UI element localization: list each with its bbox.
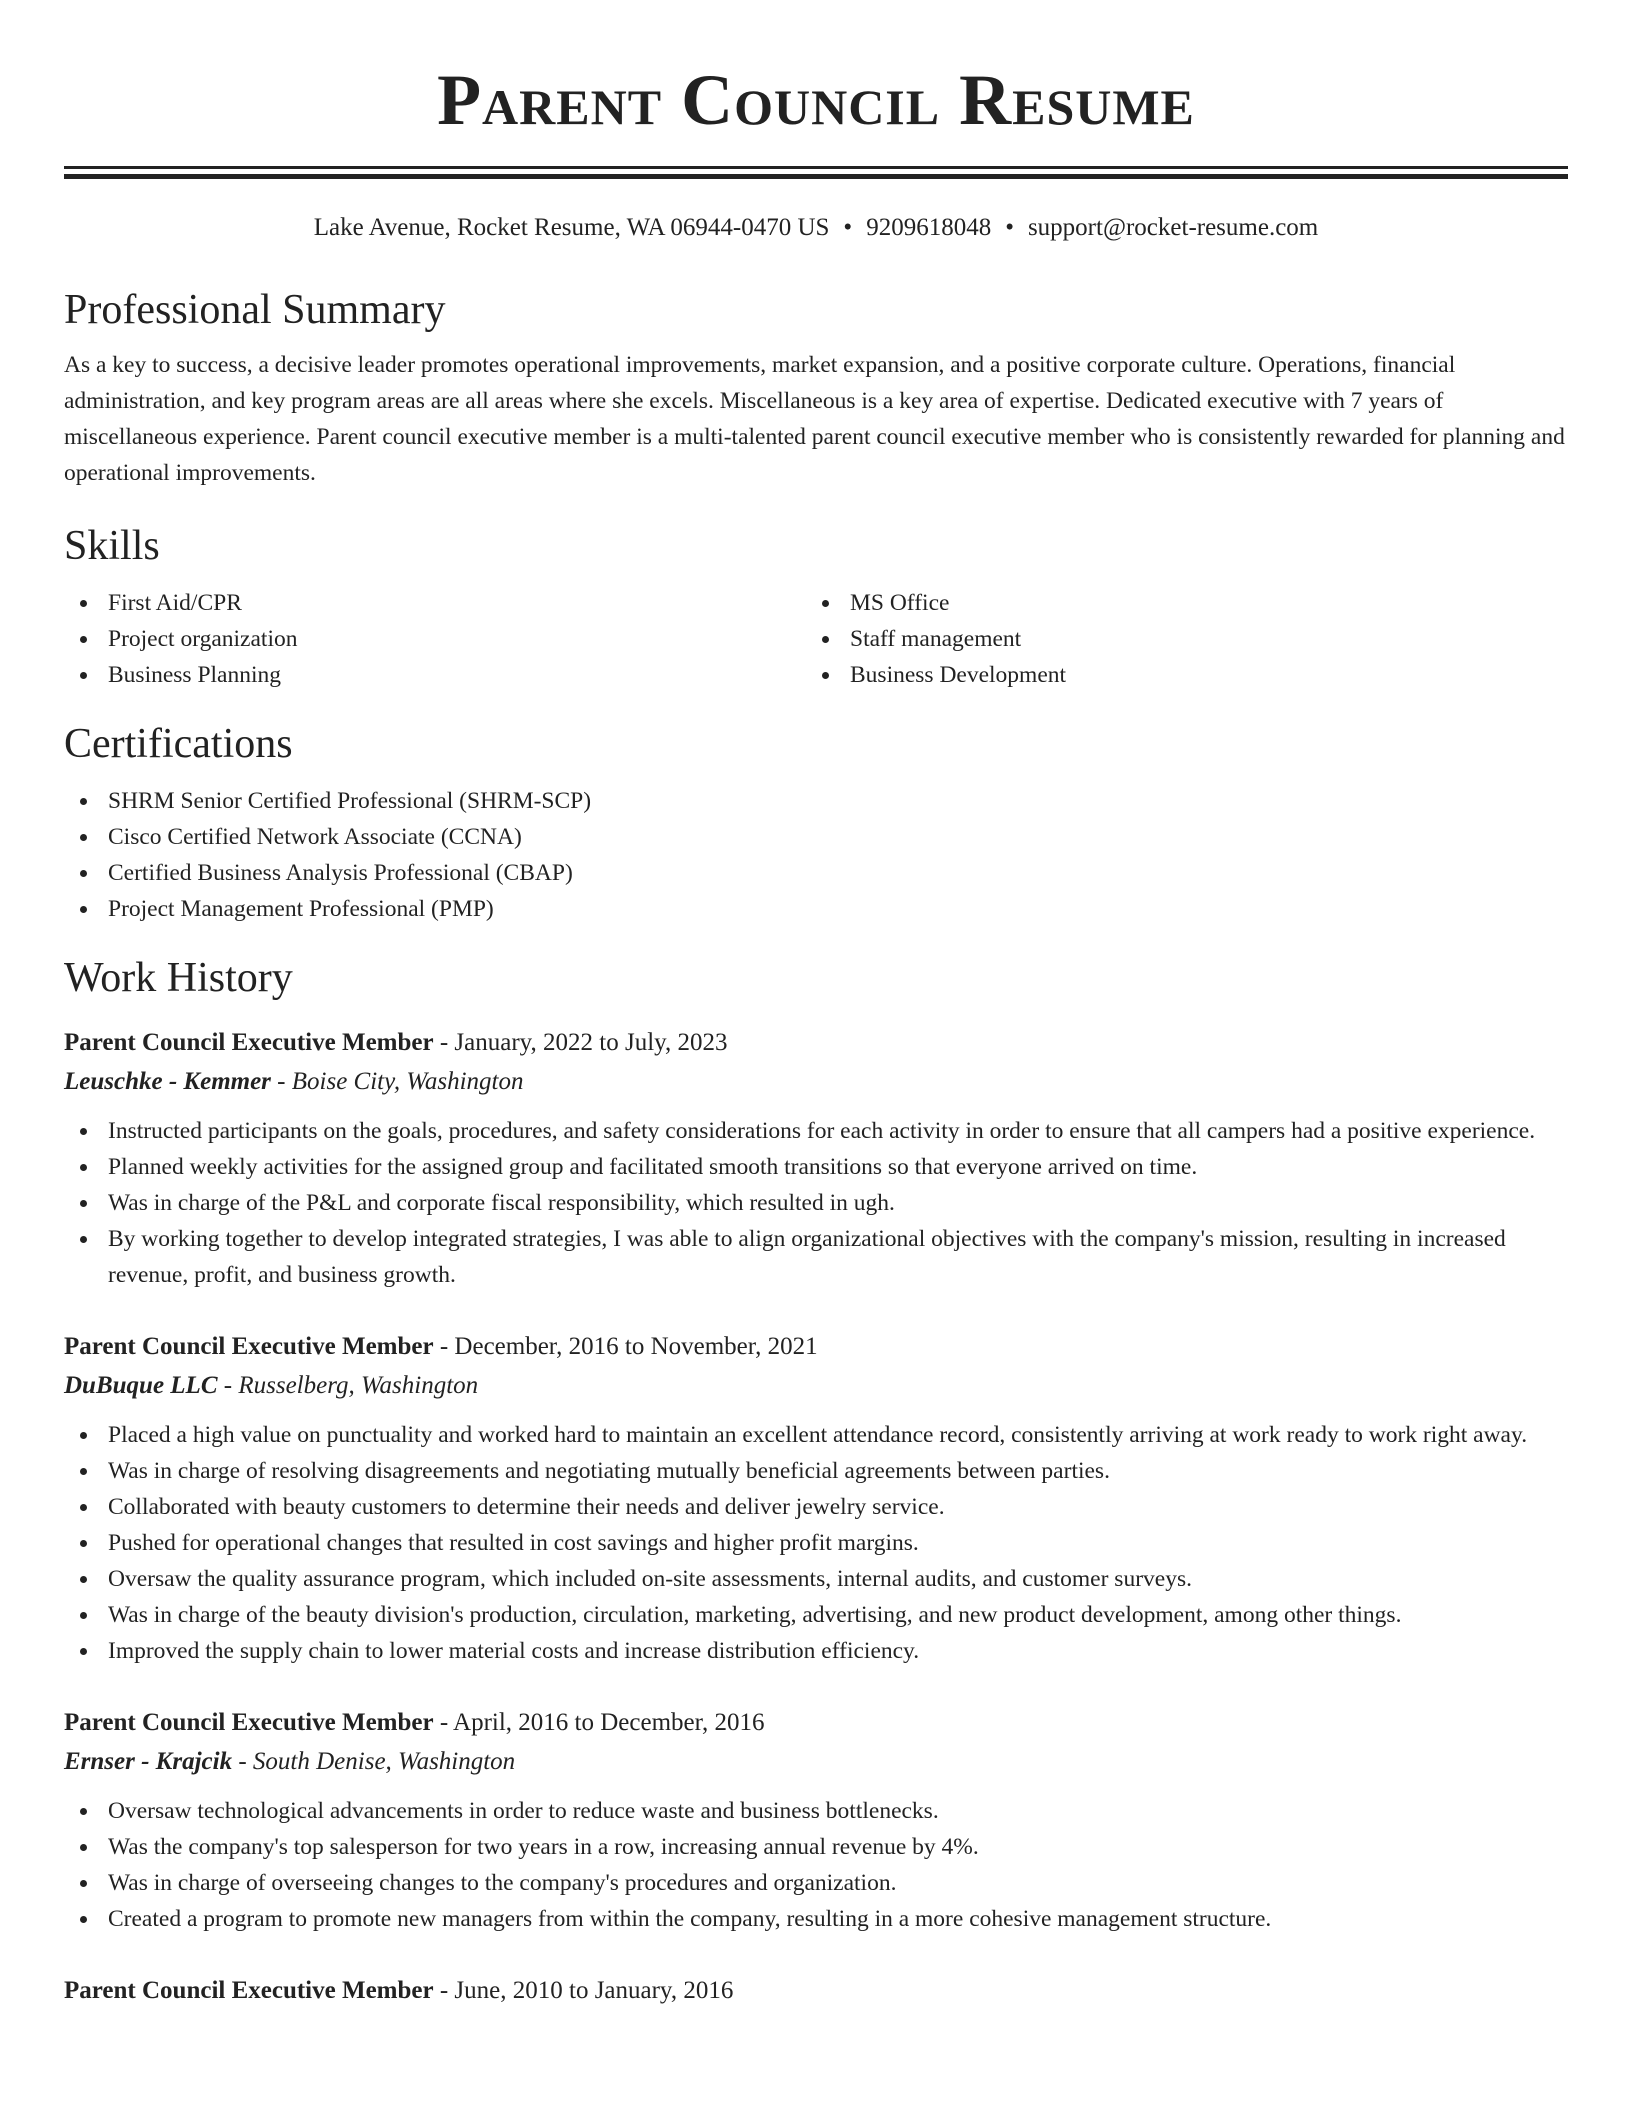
certification-item: SHRM Senior Certified Professional (SHRM-SCP)	[64, 783, 1568, 819]
section-heading-work-history: Work History	[64, 955, 293, 1001]
skills-grid	[64, 585, 1568, 693]
job-bullet: Was in charge of the beauty division's production, circulation, marketing, advertising, and new product development, among other things.	[64, 1597, 1568, 1633]
contact-phone: 9209618048	[866, 214, 992, 241]
job-company: Leuschke - Kemmer	[64, 1068, 271, 1095]
job-location: - South Denise, Washington	[232, 1748, 516, 1775]
job-company: DuBuque LLC	[64, 1372, 218, 1399]
job-title-line	[64, 1703, 1568, 1743]
contact-separator: •	[1005, 214, 1014, 241]
skill-item: Project organization	[64, 621, 806, 657]
certifications-list	[64, 783, 1568, 927]
job-bullets	[64, 1113, 1568, 1293]
job-bullet: Was the company's top salesperson for two years in a row, increasing annual revenue by 4%.	[64, 1829, 1568, 1865]
skill-item: Business Development	[806, 657, 1548, 693]
job-bullet: Improved the supply chain to lower material costs and increase distribution efficiency.	[64, 1633, 1568, 1669]
title-divider	[64, 166, 1568, 179]
job-bullet: Planned weekly activities for the assigned group and facilitated smooth transitions so that everyone arrived on time.	[64, 1149, 1568, 1185]
section-heading-certifications: Certifications	[64, 721, 293, 767]
job-role: Parent Council Executive Member	[64, 1977, 434, 2004]
job-bullet: Placed a high value on punctuality and worked hard to maintain an excellent attendance record, consistently arriving at work ready to work right away.	[64, 1417, 1568, 1453]
contact-address: Lake Avenue, Rocket Resume, WA 06944-0470 US	[313, 214, 830, 241]
job-bullet: Was in charge of resolving disagreements and negotiating mutually beneficial agreements between parties.	[64, 1453, 1568, 1489]
skill-item: First Aid/CPR	[64, 585, 806, 621]
job-entry	[64, 1971, 1568, 2011]
job-bullet: Oversaw technological advancements in order to reduce waste and business bottlenecks.	[64, 1793, 1568, 1829]
summary-text: As a key to success, a decisive leader promotes operational improvements, market expansion, and a positive corporate culture. Operations, financial administration, and key program areas are all areas where she excels. Miscellaneous is a key area of expertise. Dedicated executive with 7 years of miscellaneous experience. Parent council executive member is a multi-talented parent council executive member who is consistently rewarded for planning and operational improvements.	[64, 352, 1565, 486]
job-location: - Russelberg, Washington	[217, 1372, 479, 1399]
certification-item: Cisco Certified Network Associate (CCNA)	[64, 819, 1568, 855]
skill-item: Staff management	[806, 621, 1548, 657]
job-title-line	[64, 1023, 1568, 1063]
job-title-line	[64, 1327, 1568, 1367]
job-company-line	[64, 1367, 1568, 1405]
job-bullet: Created a program to promote new managers from within the company, resulting in a more cohesive management structure.	[64, 1901, 1568, 1937]
job-bullet: By working together to develop integrated strategies, I was able to align organizational objectives with the company's mission, resulting in increased revenue, profit, and business growth.	[64, 1221, 1568, 1293]
page-title: Parent Council Resume	[437, 60, 1195, 140]
job-bullets	[64, 1793, 1568, 1937]
job-role: Parent Council Executive Member	[64, 1029, 434, 1056]
job-bullet: Was in charge of overseeing changes to the company's procedures and organization.	[64, 1865, 1568, 1901]
job-dates: - January, 2022 to July, 2023	[433, 1029, 728, 1056]
job-bullet: Instructed participants on the goals, procedures, and safety considerations for each activity in order to ensure that all campers had a positive experience.	[64, 1113, 1568, 1149]
contact-separator: •	[843, 214, 853, 241]
skills-list-left	[64, 585, 806, 693]
job-title-line	[64, 1971, 1568, 2011]
job-dates: - April, 2016 to December, 2016	[433, 1709, 765, 1736]
job-role: Parent Council Executive Member	[64, 1709, 434, 1736]
job-dates: - June, 2010 to January, 2016	[433, 1977, 734, 2004]
job-company-line	[64, 1063, 1568, 1101]
job-dates: - December, 2016 to November, 2021	[433, 1333, 818, 1360]
job-entry	[64, 1023, 1568, 1293]
job-entry	[64, 1703, 1568, 1937]
skills-list-right	[806, 585, 1548, 693]
job-company-line	[64, 1743, 1568, 1781]
certification-item: Project Management Professional (PMP)	[64, 891, 1568, 927]
skill-item: Business Planning	[64, 657, 806, 693]
job-bullet: Pushed for operational changes that resulted in cost savings and higher profit margins.	[64, 1525, 1568, 1561]
job-location: - Boise City, Washington	[270, 1068, 524, 1095]
section-heading-skills: Skills	[64, 523, 160, 569]
contact-line	[64, 211, 1568, 245]
job-bullet: Was in charge of the P&L and corporate fiscal responsibility, which resulted in ugh.	[64, 1185, 1568, 1221]
job-bullet: Oversaw the quality assurance program, which included on-site assessments, internal audits, and customer surveys.	[64, 1561, 1568, 1597]
skill-item: MS Office	[806, 585, 1548, 621]
job-company: Ernser - Krajcik	[64, 1748, 233, 1775]
section-heading-summary: Professional Summary	[64, 287, 446, 333]
job-bullet: Collaborated with beauty customers to determine their needs and deliver jewelry service.	[64, 1489, 1568, 1525]
certification-item: Certified Business Analysis Professional (CBAP)	[64, 855, 1568, 891]
job-entry	[64, 1327, 1568, 1669]
contact-email: support@rocket-resume.com	[1027, 214, 1319, 241]
job-bullets	[64, 1417, 1568, 1669]
job-role: Parent Council Executive Member	[64, 1333, 434, 1360]
